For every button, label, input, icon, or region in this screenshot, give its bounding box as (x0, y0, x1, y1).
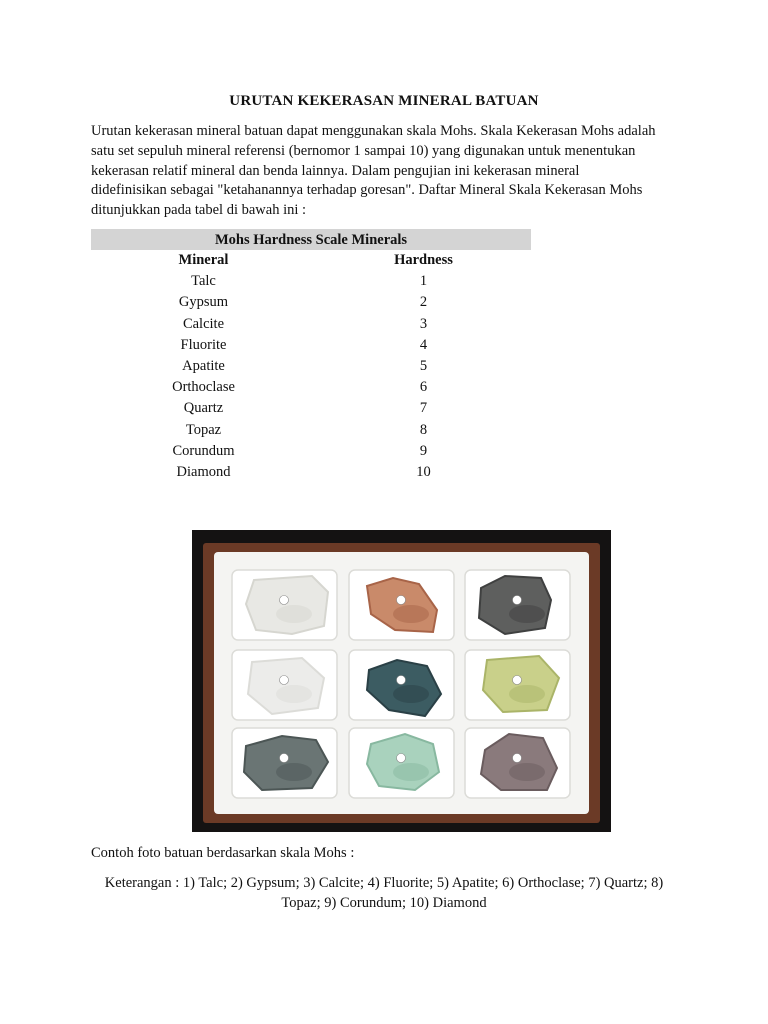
specimen-tray-illustration (192, 530, 611, 832)
intro-paragraph (91, 122, 691, 221)
specimen-texture (509, 685, 545, 703)
specimen-label-sticker (280, 676, 289, 685)
mineral-cell: Orthoclase (172, 379, 235, 396)
specimen-texture (393, 685, 429, 703)
hardness-cell: 1 (419, 273, 428, 290)
specimen-label-sticker (280, 596, 289, 605)
mineral-cell: Calcite (182, 315, 225, 332)
specimen-texture (509, 763, 545, 781)
table-caption: Mohs Hardness Scale Minerals (91, 229, 531, 250)
specimen-label-sticker (513, 676, 522, 685)
specimen-texture (276, 605, 312, 623)
table-row (91, 271, 531, 292)
table-row (91, 398, 531, 419)
legend-line: Topaz; 9) Corundum; 10) Diamond (281, 895, 487, 911)
legend-line: Keterangan : 1) Talc; 2) Gypsum; 3) Calcite; 4) Fluorite; 5) Apatite; 6) Orthoclase; 7) Quartz; 8) (104, 875, 664, 891)
specimen-label-sticker (280, 754, 289, 763)
table-row (91, 335, 531, 356)
legend-caption (84, 873, 684, 913)
intro-line: Urutan kekerasan mineral batuan dapat menggunakan skala Mohs. Skala Kekerasan Mohs adalah (91, 123, 656, 139)
hardness-cell: 2 (419, 294, 428, 311)
intro-line: didefinisikan sebagai "ketahanannya terhadap goresan". Daftar Mineral Skala Kekerasan Mohs (91, 182, 643, 199)
table-row (91, 356, 531, 377)
header-mineral: Mineral (178, 252, 229, 268)
hardness-cell: 7 (419, 400, 428, 417)
table-header-row (91, 250, 531, 271)
hardness-cell: 5 (419, 358, 428, 375)
specimen-texture (509, 605, 545, 623)
specimen-label-sticker (513, 596, 522, 605)
specimen-label-sticker (397, 676, 406, 685)
header-hardness: Hardness (394, 252, 453, 268)
mineral-cell: Diamond (176, 464, 231, 481)
hardness-cell: 10 (416, 464, 431, 481)
specimen-label-sticker (397, 596, 406, 605)
specimen-texture (393, 605, 429, 623)
hardness-cell: 3 (419, 315, 428, 332)
mineral-specimen (246, 576, 328, 634)
hardness-cell: 6 (419, 379, 428, 396)
mineral-cell: Apatite (182, 358, 225, 375)
mineral-cell: Talc (191, 273, 216, 290)
specimen-label-sticker (513, 754, 522, 763)
intro-line: kekerasan relatif mineral dan benda lainnya. Dalam pengujian ini kekerasan mineral (91, 162, 580, 179)
mohs-table (91, 229, 531, 483)
mineral-specimen-photo (192, 530, 611, 832)
table-row (91, 314, 531, 335)
mineral-specimen (479, 576, 551, 634)
hardness-cell: 9 (419, 442, 428, 459)
photo-caption: Contoh foto batuan berdasarkan skala Mohs : (91, 845, 355, 861)
tray-compartments (232, 570, 570, 798)
specimen-texture (393, 763, 429, 781)
table-row (91, 292, 531, 313)
mineral-specimen (483, 656, 559, 712)
document-title: URUTAN KEKERASAN MINERAL BATUAN (229, 93, 539, 109)
specimen-texture (276, 685, 312, 703)
mineral-cell: Corundum (172, 442, 235, 459)
table-row (91, 420, 531, 441)
table-row (91, 462, 531, 483)
specimen-texture (276, 763, 312, 781)
table-row (91, 441, 531, 462)
mineral-cell: Fluorite (180, 336, 227, 353)
intro-line: ditunjukkan pada tabel di bawah ini : (91, 202, 307, 219)
table-row (91, 377, 531, 398)
mineral-cell: Gypsum (178, 294, 229, 311)
mineral-cell: Quartz (183, 400, 224, 417)
hardness-cell: 4 (419, 336, 428, 353)
mohs-table-grid (91, 250, 531, 483)
mineral-specimen (244, 736, 328, 790)
mineral-cell: Topaz (185, 421, 222, 438)
hardness-cell: 8 (419, 421, 428, 438)
intro-line: satu set sepuluh mineral referensi (bernomor 1 sampai 10) yang digunakan untuk menentukan (91, 142, 636, 159)
specimen-label-sticker (397, 754, 406, 763)
